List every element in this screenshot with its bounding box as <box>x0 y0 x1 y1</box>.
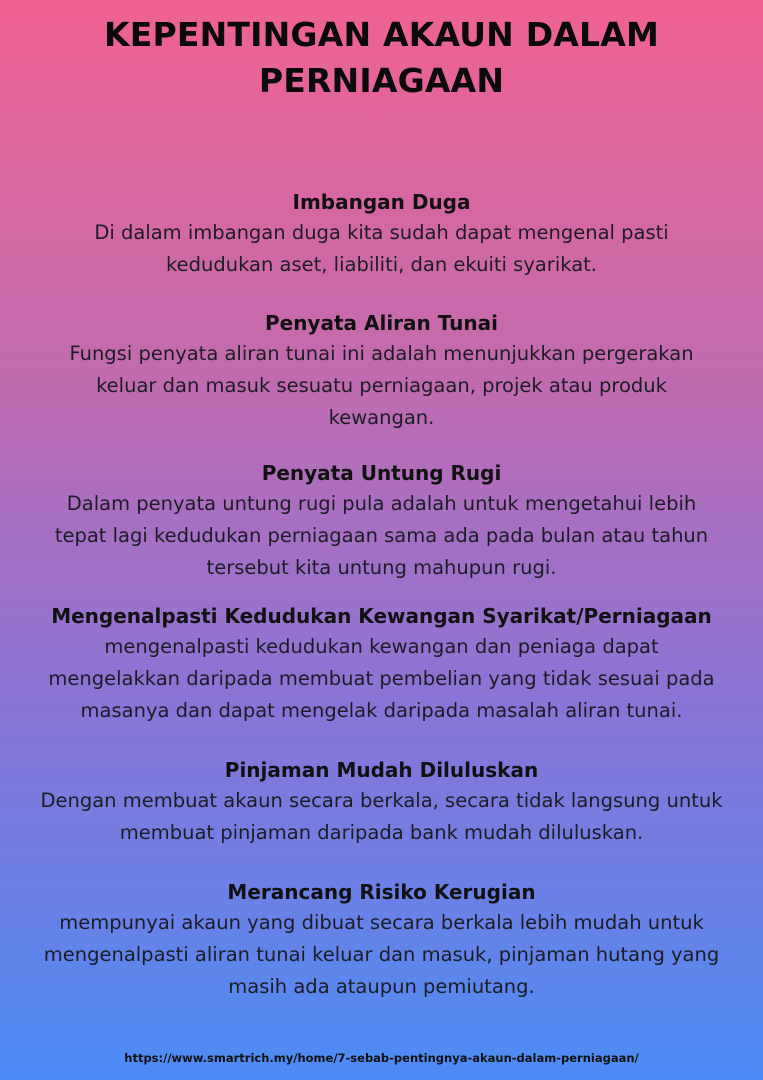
section-line: Fungsi penyata aliran tunai ini adalah menunjukkan pergerakan <box>69 342 694 365</box>
page-title <box>0 12 763 104</box>
section-mengenalpasti-kedudukan <box>14 601 749 727</box>
section-line: mengenalpasti aliran tunai keluar dan masuk, pinjaman hutang yang <box>43 943 720 966</box>
section-imbangan-duga <box>14 187 749 281</box>
section-line: Dalam penyata untung rugi pula adalah untuk mengetahui lebih <box>66 492 697 515</box>
section-line: mengenalpasti kedudukan kewangan dan peniaga dapat <box>104 635 659 658</box>
section-line: Dengan membuat akaun secara berkala, secara tidak langsung untuk <box>40 789 723 812</box>
section-pinjaman-mudah <box>14 755 749 849</box>
section-line: keluar dan masuk sesuatu perniagaan, projek atau produk <box>96 374 667 397</box>
section-line: Di dalam imbangan duga kita sudah dapat mengenal pasti <box>94 221 669 244</box>
section-heading: Penyata Untung Rugi <box>261 461 502 485</box>
section-penyata-untung-rugi <box>14 458 749 584</box>
section-heading: Merancang Risiko Kerugian <box>227 880 536 904</box>
title-line-1: KEPENTINGAN AKAUN DALAM <box>103 15 660 54</box>
section-penyata-aliran-tunai <box>14 308 749 434</box>
section-line: kedudukan aset, liabiliti, dan ekuiti syarikat. <box>166 253 597 276</box>
section-heading: Penyata Aliran Tunai <box>264 311 499 335</box>
section-line: tersebut kita untung mahupun rugi. <box>206 556 557 579</box>
section-line: mengelakkan daripada membuat pembelian yang tidak sesuai pada <box>48 667 715 690</box>
title-line-2: PERNIAGAAN <box>258 61 505 100</box>
section-heading: Mengenalpasti Kedudukan Kewangan Syarikat/Perniagaan <box>51 604 712 628</box>
section-heading: Imbangan Duga <box>292 190 471 214</box>
section-line: membuat pinjaman daripada bank mudah diluluskan. <box>119 821 644 844</box>
section-heading: Pinjaman Mudah Diluluskan <box>224 758 539 782</box>
section-line: kewangan. <box>328 406 435 429</box>
source-url: https://www.smartrich.my/home/7-sebab-pentingnya-akaun-dalam-perniagaan/ <box>124 1051 639 1065</box>
section-merancang-risiko <box>14 877 749 1003</box>
section-line: masih ada ataupun pemiutang. <box>228 975 535 998</box>
section-line: mempunyai akaun yang dibuat secara berkala lebih mudah untuk <box>59 911 704 934</box>
section-line: masanya dan dapat mengelak daripada masalah aliran tunai. <box>80 699 683 722</box>
section-line: tepat lagi kedudukan perniagaan sama ada pada bulan atau tahun <box>54 524 709 547</box>
